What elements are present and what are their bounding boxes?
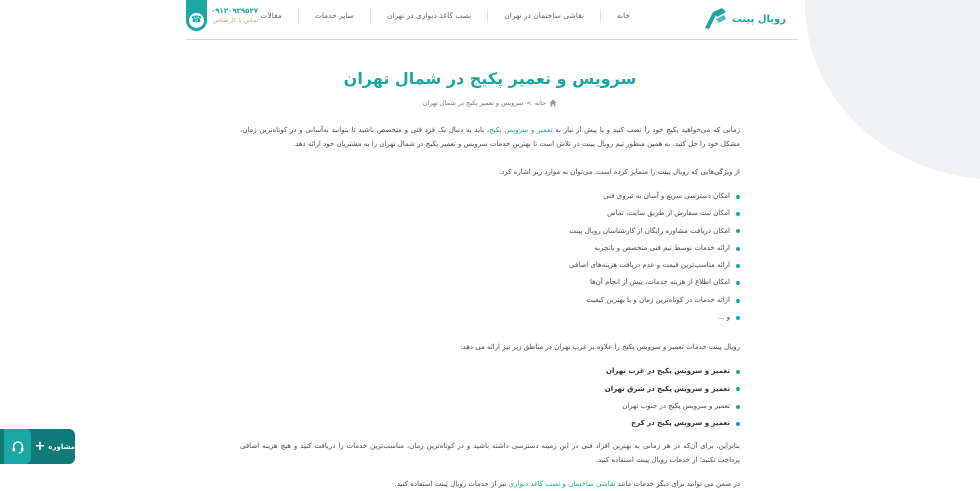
- phone-button[interactable]: [186, 0, 207, 31]
- breadcrumb: [240, 96, 740, 110]
- painting-wallpaper-link[interactable]: نقاشی ساختمان و نصب کاغذ دیواری: [508, 479, 616, 488]
- list-item: امکان اطلاع از هزینه خدمات، پیش از انجام آن‌ها: [240, 274, 740, 291]
- paint-roller-logo-icon: [702, 6, 728, 32]
- region-link-east[interactable]: تعمیر و سرویس پکیج در شرق تهران: [240, 381, 740, 398]
- home-icon: [549, 99, 557, 107]
- list-item: ارائه خدمات در کوتاه‌ترین زمان و با بهترین کیفیت: [240, 292, 740, 309]
- region-link-west[interactable]: تعمیر و سرویس پکیج در غرب تهران: [240, 363, 740, 380]
- nav-item-articles[interactable]: مقالات: [260, 11, 282, 20]
- headset-icon: [11, 440, 25, 454]
- regions-intro: رویال پینت خدمات تعمیر و سرویس پکیج را علاوه بر غرب تهران در مناطق زیر نیز ارائه می دهد:: [460, 343, 740, 352]
- intro-paragraph: زمانی که می‌خواهید پکیج خود را نصب کنید و یا پیش از نیاز به تعمیر و سرویس پکیج، باید به دنبال یک فرد فنی و متخصص باشید تا بتوانید به‌آسانی و در کوتاه‌ترین زمان، مشکل خود را حل کنید. به همین منظور تیم رویال پینت در تلاش است تا بهترین خدمات سرویس و تعمیر پکیج در شمال تهران را به مشتریان خود ارائه دهد.: [240, 126, 741, 148]
- nav-item-home[interactable]: خانه: [616, 11, 630, 20]
- list-item: و ...: [240, 309, 740, 326]
- nav-item-other-services[interactable]: سایر خدمات: [314, 11, 354, 20]
- phone-contact[interactable]: [186, 0, 258, 31]
- package-repair-link[interactable]: تعمیر و سرویس پکیج: [489, 126, 553, 134]
- list-item: ارائه خدمات توسط تیم فنی متخصص و باتجربه: [240, 240, 740, 257]
- nav-divider: [600, 9, 601, 23]
- background-blob: [805, 0, 980, 180]
- features-intro: از ویژگی‌هایی که رویال پینت را متمایز کرده است، می‌توان به موارد زیر اشاره کرد:: [498, 168, 740, 176]
- site-header: [186, 0, 798, 40]
- phone-subtitle: تماس با کارشناس: [212, 16, 258, 24]
- plus-icon: +: [34, 439, 46, 454]
- nav-divider: [298, 9, 299, 23]
- page-title: سرویس و تعمیر پکیج در شمال تهران: [343, 69, 637, 88]
- nav-item-wallpaper[interactable]: نصب کاغذ دیواری در تهران: [386, 11, 472, 20]
- list-item: امکان دسترسی سریع و آسان به نیروی فنی: [240, 188, 740, 205]
- phone-icon: ☎: [189, 13, 204, 28]
- article-content: [240, 62, 740, 491]
- breadcrumb-home[interactable]: خانه: [534, 99, 547, 107]
- list-item: ارائه مناسب‌ترین قیمت و عدم دریافت هزینه‌های اضافی: [240, 257, 740, 274]
- list-item: امکان ثبت سفارش از طریق سایت، تماس: [240, 205, 740, 222]
- phone-number[interactable]: ۰۹۱۲۰۹۳۹۵۲۷: [211, 6, 258, 15]
- site-logo[interactable]: [702, 5, 786, 33]
- breadcrumb-separator: >: [526, 99, 532, 107]
- breadcrumb-current: سرویس و تعمیر پکیج در شمال تهران: [422, 99, 524, 107]
- region-link-karaj[interactable]: تعمیر و سرویس پکیج در کرج: [240, 415, 740, 432]
- features-list: [240, 188, 740, 326]
- region-item-south: تعمیر و سرویس پکیج در جنوب تهران: [240, 398, 740, 415]
- nav-divider: [370, 9, 371, 23]
- regions-list: [240, 363, 740, 432]
- consult-widget[interactable]: [0, 429, 75, 464]
- consult-label: مشاوره: [48, 442, 75, 451]
- other-services-paragraph: در ضمن می توانید برای دیگر خدمات مانند نقاشی ساختمان و نصب کاغذ دیواری نیز از خدمات رویال پینت استفاده کنید.: [394, 479, 740, 488]
- nav-divider: [487, 9, 488, 23]
- main-nav: [244, 9, 646, 23]
- logo-text: رویال پینت: [731, 13, 786, 25]
- conclusion-paragraph: بنابراین، برای آن‌که در هر زمانی به بهترین افراد فنی در این زمینه دسترسی داشته باشید و در کوتاه‌ترین زمان، مناسب‌ترین خدمات را دریافت کنید و هیچ هزینه اضافی پرداخت نکنید؛ از خدمات رویال پینت استفاده کنید.: [240, 441, 740, 464]
- nav-item-painting[interactable]: نقاشی ساختمان در تهران: [504, 11, 584, 20]
- list-item: امکان دریافت مشاوره رایگان از کارشناسان رویال پینت: [240, 223, 740, 240]
- consult-button[interactable]: [4, 429, 31, 464]
